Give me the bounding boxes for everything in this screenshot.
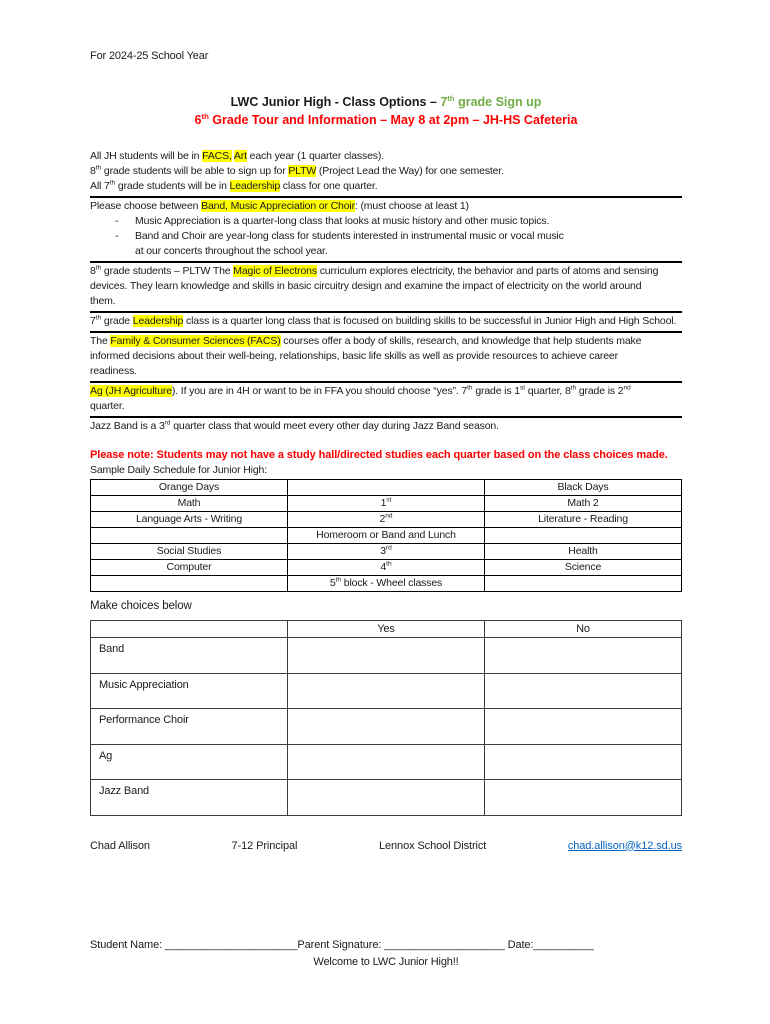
study-hall-note: Please note: Students may not have a study hall/directed studies each quarter based on the class choices made.: [90, 449, 668, 461]
choice-yes-music-appreciation[interactable]: [288, 673, 485, 709]
text-run: 6: [194, 113, 202, 127]
text-run: Date:: [504, 939, 534, 951]
paragraph-facs-desc: [90, 334, 682, 383]
text-run: Math 2: [567, 497, 599, 509]
text-run: courses offer a body of skills, research, and knowledge that help students make: [280, 335, 642, 347]
text-run: Math: [177, 497, 201, 509]
text-run: devices. They learn knowledge and skills in basic circuitry design and examine the impact of electricity on the world around: [90, 280, 642, 292]
text-run: readiness.: [90, 365, 137, 377]
signature-blank[interactable]: __________: [533, 939, 594, 951]
text-run: Grade Tour and Information – May 8 at 2pm – JH-HS Cafeteria: [208, 113, 578, 127]
schedule-cell: [288, 544, 485, 560]
signature-section: [90, 938, 682, 970]
choices-section: [90, 599, 682, 854]
choice-row-ag: [91, 744, 682, 780]
superscript: th: [95, 314, 102, 322]
text-run: Health: [568, 545, 598, 557]
contact-district: Lennox School District: [379, 839, 487, 852]
paragraph-ag: [90, 384, 682, 418]
schedule-cell: [288, 560, 485, 576]
schedule-cell: [288, 480, 485, 496]
text-run: All 7: [90, 180, 110, 192]
schedule-cell: [485, 576, 682, 592]
text-run: -: [115, 230, 119, 242]
schedule-cell: [91, 480, 288, 496]
text-run: grade students will be in: [115, 180, 230, 192]
choice-no-performance-choir[interactable]: [485, 709, 682, 745]
make-choices-label: Make choices below: [90, 600, 192, 612]
choice-yes-band[interactable]: [288, 638, 485, 674]
choices-header-row: [91, 621, 682, 638]
text-run: Orange Days: [158, 481, 220, 493]
text-run: Parent Signature:: [297, 939, 385, 951]
schedule-row: [91, 480, 682, 496]
bullet-band-choir: [90, 229, 682, 263]
text-run: Music Appreciation is a quarter-long class that looks at music history and other music topics.: [135, 215, 550, 227]
text-run: 8: [90, 265, 96, 277]
contact-row: [90, 839, 682, 854]
bullet-music-appreciation: [90, 214, 682, 229]
schedule-cell: [91, 544, 288, 560]
text-run: grade is 1: [472, 385, 520, 397]
text-run: 5: [329, 577, 336, 589]
text-run: each year (1 quarter classes).: [246, 150, 385, 162]
text-run: 7: [440, 95, 448, 109]
schedule-row: [91, 576, 682, 592]
choice-row-performance-choir: [91, 709, 682, 745]
superscript: th: [109, 179, 116, 187]
text-run: quarter class that would meet every other day during Jazz Band season.: [170, 420, 499, 432]
schedule-cell: [485, 544, 682, 560]
schedule-row: [91, 544, 682, 560]
text-run: Literature - Reading: [538, 513, 628, 525]
text-run: The: [90, 335, 111, 347]
schedule-table: [90, 479, 682, 592]
highlighted-text: FACS,: [202, 150, 232, 162]
text-run: Social Studies: [156, 545, 222, 557]
schedule-cell: [288, 496, 485, 512]
highlighted-text: Leadership: [229, 180, 281, 192]
schedule-row: [91, 496, 682, 512]
schedule-cell: [91, 560, 288, 576]
text-run: class for one quarter.: [280, 180, 378, 192]
choice-yes-jazz-band[interactable]: [288, 780, 485, 816]
paragraph-magic-of-electrons: [90, 264, 682, 313]
choice-no-music-appreciation[interactable]: [485, 673, 682, 709]
text-run: grade: [101, 315, 133, 327]
schedule-cell: [485, 528, 682, 544]
superscript: th: [95, 164, 102, 172]
schedule-cell: [91, 512, 288, 528]
superscript: th: [570, 384, 577, 392]
choice-no-jazz-band[interactable]: [485, 780, 682, 816]
text-run: grade students – PLTW The: [101, 265, 234, 277]
choice-row-jazz-band: [91, 780, 682, 816]
text-run: : (must choose at least 1): [354, 200, 469, 212]
text-run: curriculum explores electricity, the behavior and parts of atoms and sensing: [316, 265, 659, 277]
choices-table: [90, 620, 682, 816]
contact-email-link[interactable]: chad.allison@k12.sd.us: [567, 839, 682, 852]
text-run: Science: [564, 561, 602, 573]
text-run: class is a quarter long class that is focused on building skills to be successful in Junior High and High School.: [183, 315, 677, 327]
paragraph-leadership-quarter: [90, 179, 682, 198]
superscript: th: [335, 576, 341, 584]
superscript: nd: [385, 512, 393, 520]
schedule-cell: [91, 528, 288, 544]
superscript: st: [386, 496, 392, 504]
text-run: Computer: [166, 561, 212, 573]
superscript: th: [386, 560, 392, 568]
choices-header-yes: Yes: [288, 621, 485, 638]
choice-yes-performance-choir[interactable]: [288, 709, 485, 745]
superscript: rd: [164, 419, 171, 427]
text-run: them.: [90, 295, 116, 307]
paragraph-jazz-band: [90, 419, 682, 434]
text-run: Homeroom or Band and Lunch: [316, 529, 456, 541]
schedule-cell: [91, 576, 288, 592]
text-run: Jazz Band is a 3: [90, 420, 165, 432]
schedule-cell: [288, 576, 485, 592]
highlighted-text: Band, Music Appreciation or Choir: [201, 200, 355, 212]
paragraph-music-choice: [90, 199, 682, 214]
welcome-line: Welcome to LWC Junior High!!: [313, 956, 459, 968]
text-run: 3: [380, 545, 386, 557]
superscript: th: [447, 93, 455, 103]
highlighted-text: Ag (JH Agriculture: [90, 385, 172, 397]
signature-line: [90, 938, 682, 953]
choices-header-blank: [91, 621, 288, 638]
paragraph-pltw-signup: [90, 164, 682, 179]
highlighted-text: Magic of Electrons: [233, 265, 317, 277]
document-body: [90, 49, 682, 592]
text-run: Please choose between: [90, 200, 202, 212]
text-run: 8: [90, 165, 96, 177]
page-title: [90, 93, 682, 111]
text-run: 7: [90, 315, 96, 327]
choice-no-ag[interactable]: [485, 744, 682, 780]
schedule-cell: [485, 560, 682, 576]
schedule-cell: [91, 496, 288, 512]
superscript: th: [201, 111, 209, 121]
choice-no-band[interactable]: [485, 638, 682, 674]
text-run: grade Sign up: [454, 95, 542, 109]
text-run: All JH students will be in: [90, 150, 203, 162]
highlighted-text: Art: [233, 150, 247, 162]
schedule-cell: [485, 512, 682, 528]
superscript: th: [467, 384, 473, 392]
text-run: block - Wheel classes: [340, 577, 443, 589]
text-run: at our concerts throughout the school year.: [135, 245, 328, 257]
text-run: Band and Choir are year-long class for students interested in instrumental music or vocal music: [135, 230, 564, 242]
text-run: grade students will be able to sign up for: [101, 165, 289, 177]
contact-name: Chad Allison: [90, 839, 150, 852]
text-run: Language Arts - Writing: [135, 513, 243, 525]
choice-row-music-appreciation: [91, 673, 682, 709]
text-run: 4: [380, 561, 387, 573]
text-run: (Project Lead the Way) for one semester.: [316, 165, 504, 177]
schedule-cell: [288, 528, 485, 544]
choice-label-jazz-band: Jazz Band: [91, 780, 288, 816]
contact-title: 7-12 Principal: [231, 839, 298, 852]
choice-label-performance-choir: Performance Choir: [91, 709, 288, 745]
text-run: ). If you are in 4H or want to be in FFA you should choose “yes”. 7: [171, 385, 468, 397]
schedule-label: Sample Daily Schedule for Junior High:: [90, 464, 267, 476]
text-run: Black Days: [557, 481, 609, 493]
schedule-cell: [485, 496, 682, 512]
text-run: informed decisions about their well-being, relationships, basic life skills as well as provide resources to achieve career: [90, 350, 618, 362]
text-run: 2: [379, 513, 386, 525]
choice-label-ag: Ag: [91, 744, 288, 780]
highlighted-text: PLTW: [288, 165, 317, 177]
text-run: -: [115, 215, 119, 227]
choice-row-band: [91, 638, 682, 674]
superscript: th: [95, 264, 102, 272]
schedule-row: [91, 560, 682, 576]
text-run: quarter.: [90, 400, 125, 412]
text-run: Student Name:: [90, 939, 166, 951]
schedule-row: [91, 528, 682, 544]
text-run: quarter, 8: [525, 385, 571, 397]
school-year-note: For 2024-25 School Year: [90, 50, 209, 62]
superscript: st: [519, 384, 525, 392]
text-run: 1: [380, 497, 387, 509]
schedule-row: [91, 512, 682, 528]
paragraph-leadership-desc: [90, 314, 682, 333]
text-run: LWC Junior High - Class Options –: [230, 95, 441, 109]
text-run: grade is 2: [576, 385, 624, 397]
superscript: rd: [385, 544, 392, 552]
signature-blank[interactable]: ____________________: [384, 939, 505, 951]
highlighted-text: Leadership: [132, 315, 184, 327]
choice-label-band: Band: [91, 638, 288, 674]
page-subtitle: [90, 111, 682, 129]
signature-blank[interactable]: ______________________: [165, 939, 298, 951]
choice-yes-ag[interactable]: [288, 744, 485, 780]
schedule-cell: [485, 480, 682, 496]
schedule-cell: [288, 512, 485, 528]
choices-header-no: No: [485, 621, 682, 638]
choice-label-music-appreciation: Music Appreciation: [91, 673, 288, 709]
superscript: nd: [623, 384, 631, 392]
paragraph-facs-art: [90, 149, 682, 164]
highlighted-text: Family & Consumer Sciences (FACS): [110, 335, 281, 347]
